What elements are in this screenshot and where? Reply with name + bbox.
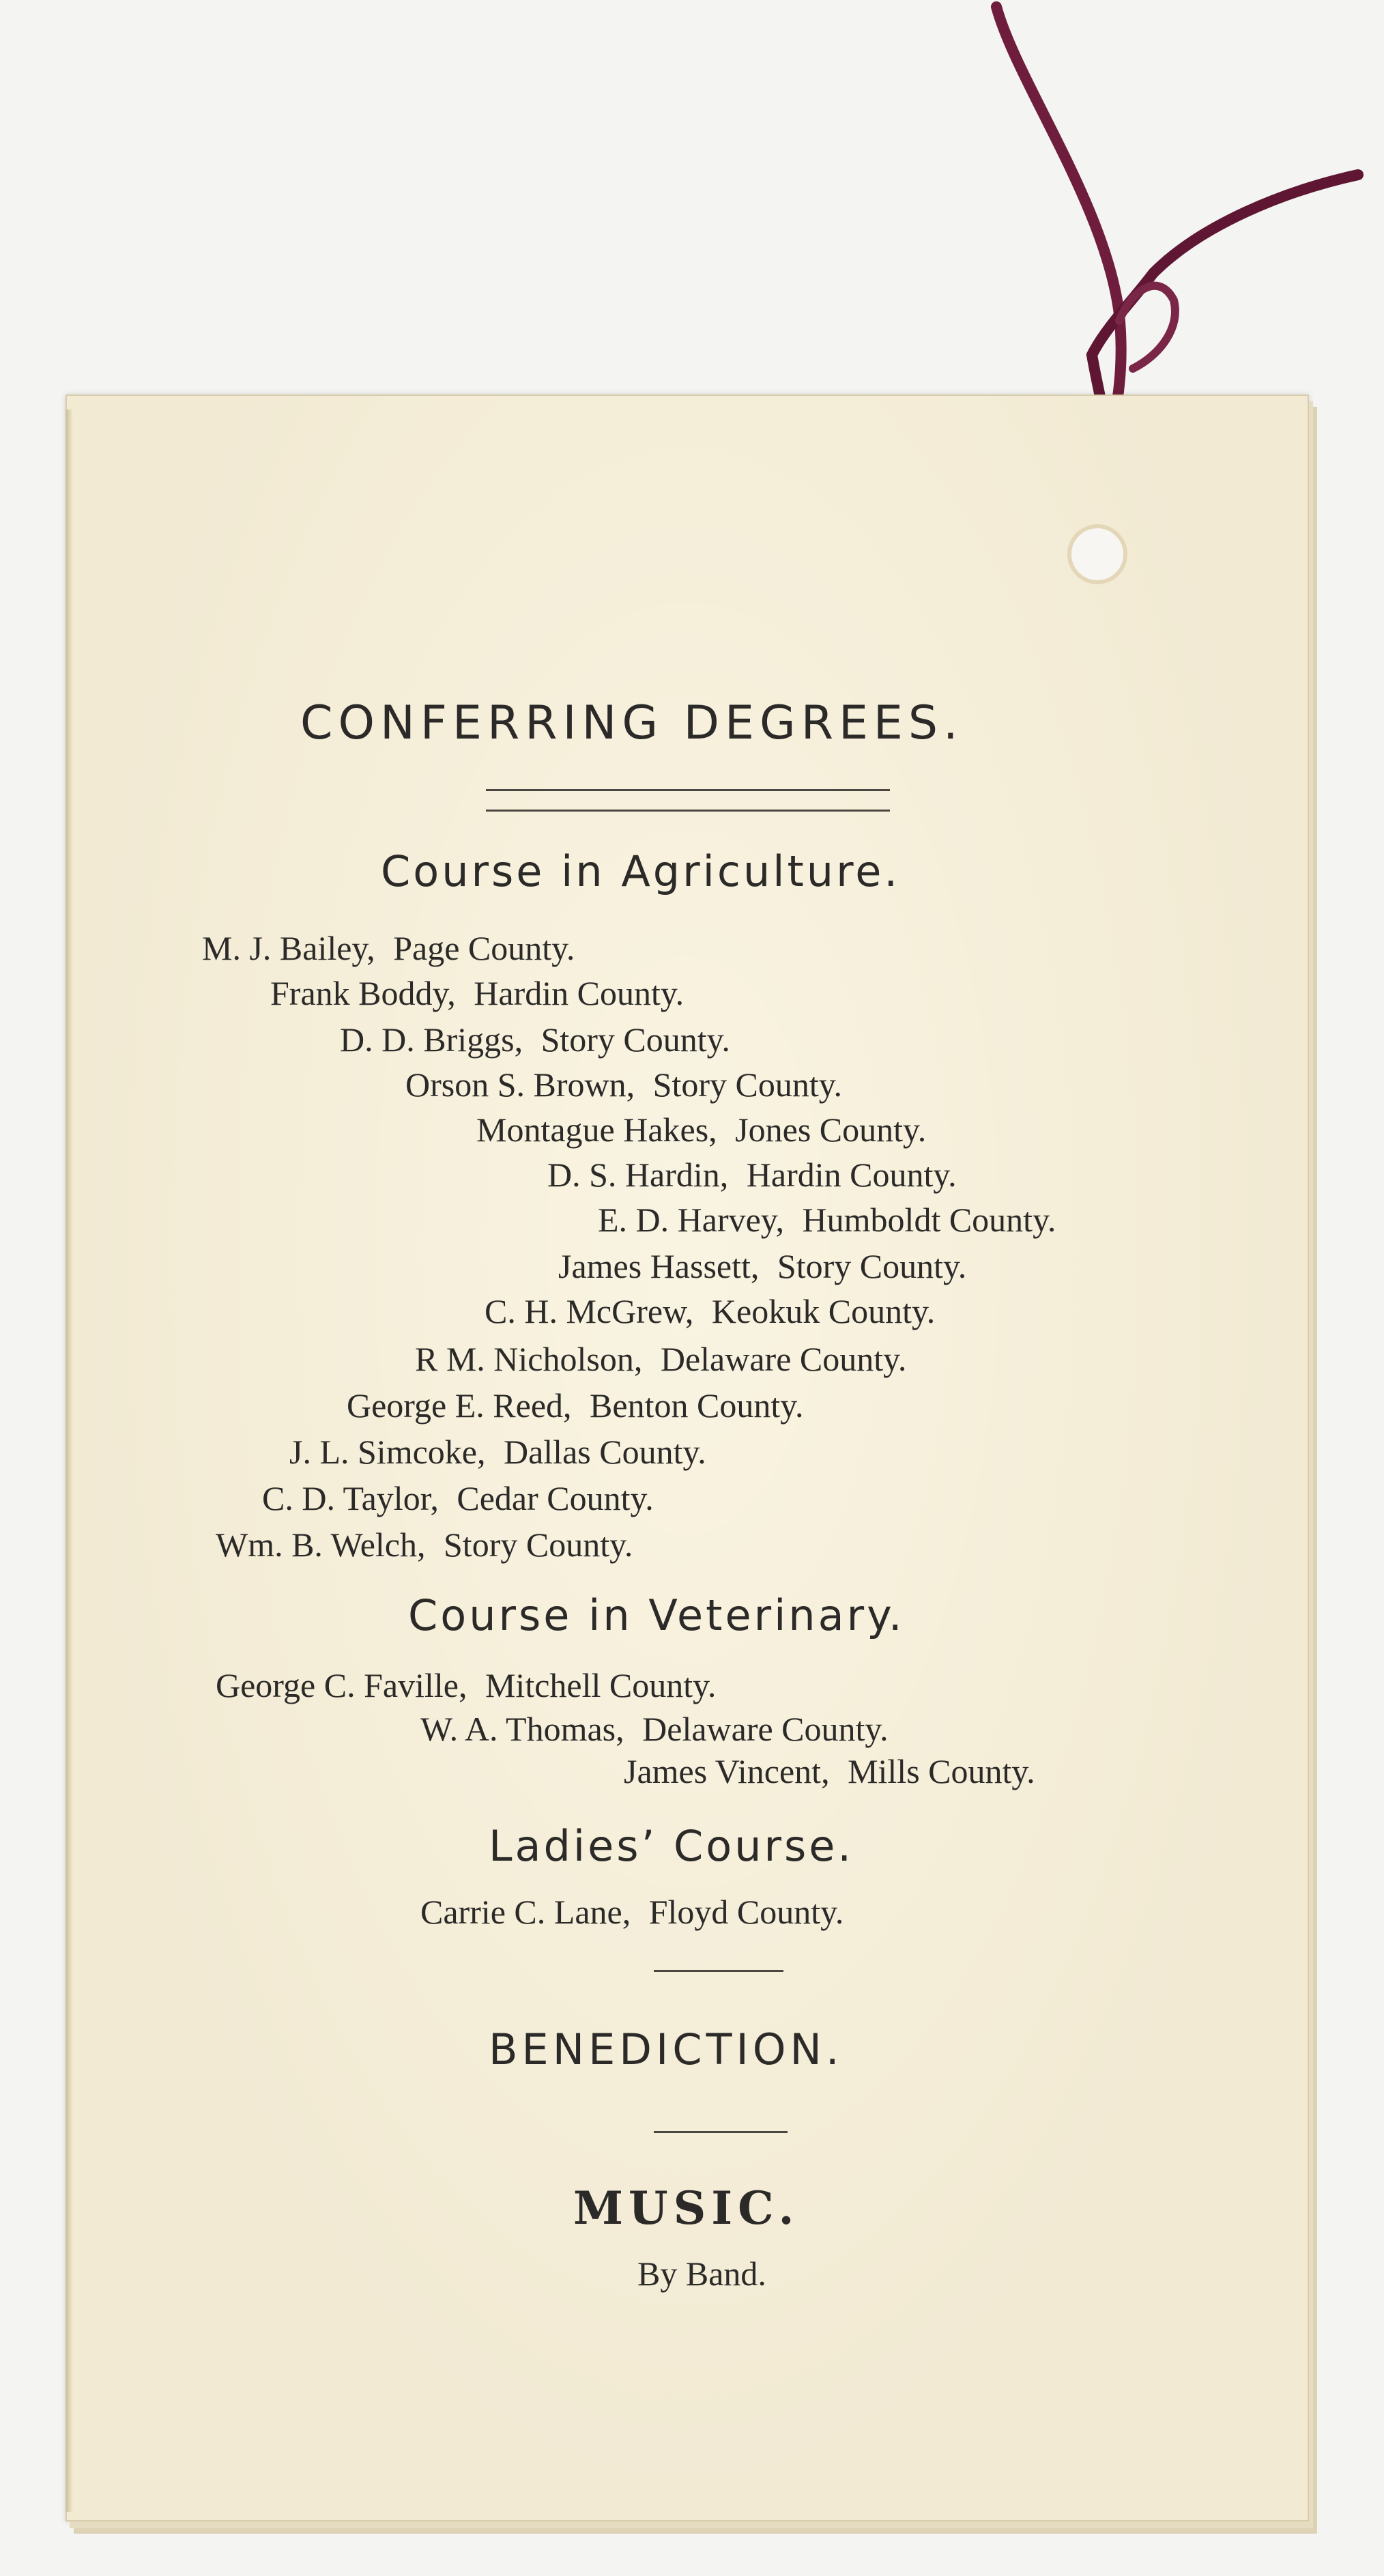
graduate-county: Dallas County. — [503, 1433, 706, 1471]
graduate-county: Story County. — [777, 1247, 967, 1285]
graduate-entry — [558, 1246, 966, 1286]
music-heading: MUSIC. — [573, 2181, 800, 2235]
page-title: CONFERRING DEGREES. — [300, 696, 964, 750]
graduate-name: George E. Reed, — [347, 1386, 572, 1425]
graduate-name: J. L. Simcoke, — [289, 1433, 486, 1471]
graduate-entry — [415, 1339, 906, 1379]
graduate-name: C. D. Taylor, — [262, 1479, 439, 1517]
graduate-entry — [420, 1892, 844, 1932]
divider-rule — [654, 2131, 788, 2133]
graduate-name: George C. Faville, — [216, 1666, 467, 1704]
graduate-name: W. A. Thomas, — [420, 1710, 624, 1748]
graduate-county: Story County. — [652, 1065, 842, 1104]
punched-hole — [1067, 524, 1127, 584]
graduate-county: Mills County. — [848, 1752, 1035, 1790]
graduate-name: Frank Boddy, — [270, 974, 456, 1012]
graduate-county: Delaware County. — [642, 1710, 889, 1748]
graduate-name: Carrie C. Lane, — [420, 1893, 631, 1931]
graduate-county: Floyd County. — [648, 1893, 844, 1931]
graduate-entry — [262, 1478, 654, 1518]
graduate-entry — [547, 1155, 957, 1194]
music-subtitle: By Band. — [637, 2255, 766, 2293]
graduate-entry — [270, 973, 684, 1013]
benediction-heading: BENEDICTION. — [489, 2024, 844, 2074]
graduate-entry — [420, 1709, 889, 1749]
graduate-name: M. J. Bailey, — [202, 929, 375, 967]
graduate-entry — [340, 1020, 730, 1059]
graduate-county: Hardin County. — [746, 1156, 957, 1194]
graduate-county: Page County. — [393, 929, 575, 967]
graduate-name: Wm. B. Welch, — [216, 1526, 426, 1564]
graduate-entry — [216, 1525, 633, 1564]
graduate-county: Benton County. — [590, 1386, 804, 1425]
graduate-name: James Vincent, — [624, 1752, 830, 1790]
graduate-name: R M. Nicholson, — [415, 1340, 643, 1378]
graduate-entry — [289, 1432, 706, 1472]
graduate-name: E. D. Harvey, — [598, 1201, 785, 1239]
graduate-entry — [598, 1200, 1056, 1240]
section-heading-agriculture: Course in Agriculture. — [381, 846, 901, 896]
title-rule-top — [486, 789, 890, 791]
graduate-county: Jones County. — [735, 1111, 927, 1149]
graduate-entry — [202, 928, 575, 968]
section-heading-ladies: Ladies’ Course. — [489, 1821, 854, 1871]
graduate-entry — [405, 1065, 842, 1104]
graduate-entry — [476, 1110, 926, 1149]
graduate-county: Story County. — [444, 1526, 633, 1564]
graduate-county: Mitchell County. — [485, 1666, 717, 1704]
graduate-county: Cedar County. — [457, 1479, 654, 1517]
graduate-entry — [347, 1386, 803, 1425]
graduate-county: Story County. — [540, 1020, 730, 1059]
graduate-name: C. H. McGrew, — [485, 1292, 694, 1330]
divider-rule — [654, 1970, 783, 1972]
graduate-name: Orson S. Brown, — [405, 1065, 635, 1104]
graduate-entry — [485, 1291, 935, 1331]
graduate-entry — [216, 1665, 716, 1705]
graduate-name: D. S. Hardin, — [547, 1156, 729, 1194]
graduate-name: D. D. Briggs, — [340, 1020, 523, 1059]
graduate-county: Humboldt County. — [802, 1201, 1056, 1239]
card-page-edges — [66, 410, 72, 2512]
graduate-name: Montague Hakes, — [476, 1111, 717, 1149]
section-heading-veterinary: Course in Veterinary. — [408, 1590, 905, 1640]
graduate-name: James Hassett, — [558, 1247, 760, 1285]
graduate-entry — [624, 1751, 1035, 1791]
graduate-county: Delaware County. — [660, 1340, 907, 1378]
graduate-county: Keokuk County. — [711, 1292, 936, 1330]
title-rule-bottom — [486, 810, 890, 812]
graduate-county: Hardin County. — [474, 974, 684, 1012]
